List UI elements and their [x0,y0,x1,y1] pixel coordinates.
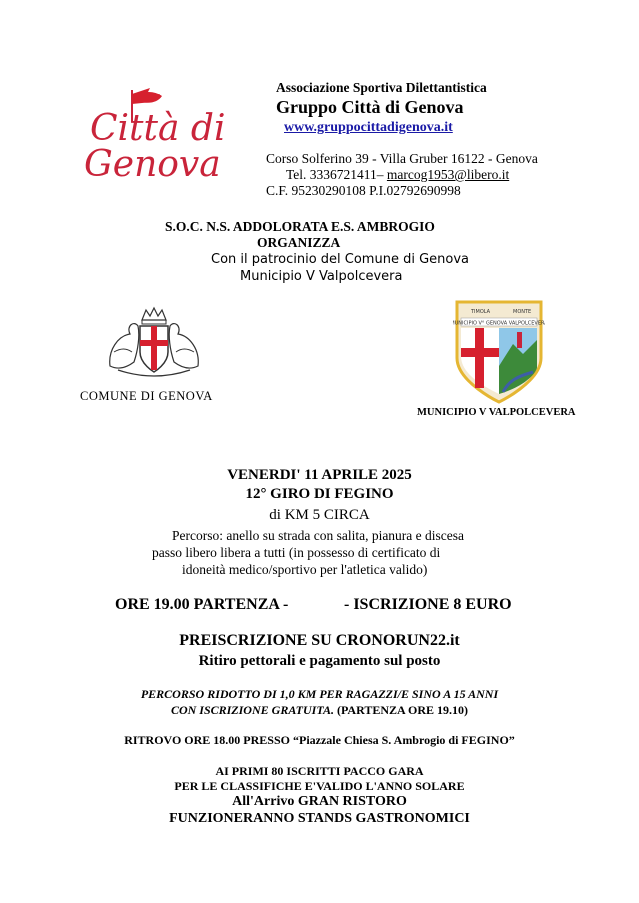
address: Corso Solferino 39 - Villa Gruber 16122 - Genova [266,151,538,166]
kids-line-1: PERCORSO RIDOTTO DI 1,0 KM PER RAGAZZI/E SINO A 15 ANNI [140,687,499,701]
municipio-shield-icon [453,296,545,406]
email-link[interactable]: marcog1953@libero.it [386,167,510,182]
comune-caption: COMUNE DI GENOVA [80,389,213,403]
start-time: ORE 19.00 PARTENZA - [115,596,289,613]
phone: Tel. 3336721411– [286,167,384,182]
kids-line-2 [0,703,639,718]
registration-fee: - ISCRIZIONE 8 EURO [344,596,512,613]
meeting-point: RITROVO ORE 18.00 PRESSO “Piazzale Chiesa S. Ambrogio di FEGINO” [124,733,515,747]
event-title: 12° GIRO DI FEGINO [245,486,394,502]
bib-pickup: Ritiro pettorali e pagamento sul posto [198,653,441,669]
genova-crest-icon [104,306,204,386]
preregistration: PREISCRIZIONE SU CRONORUN22.it [179,632,460,649]
fiscal-codes: C.F. 95230290108 P.I.02792690998 [266,183,461,198]
organizes: ORGANIZZA [257,235,341,250]
shield-banner-text: MUNICIPIO V° GENOVA VALPOLCEVERA [453,320,545,327]
patronage: Con il patrocinio del Comune di Genova [211,252,470,267]
municipio-shield [453,296,545,406]
race-pack: AI PRIMI 80 ISCRITTI PACCO GARA [215,764,424,778]
shield-text-left: TIMOLA [471,309,491,315]
kids-start: (PARTENZA ORE 19.10) [334,703,469,717]
municipio-line: Municipio V Valpolcevera [240,269,403,284]
refreshment: All'Arrivo GRAN RISTORO [232,794,407,809]
comune-crest [104,306,204,386]
route-line-1: Percorso: anello su strada con salita, pianura e discesa [172,528,465,543]
kids-free: CON ISCRIZIONE GRATUITA. [170,703,334,717]
route-line-2: passo libero libera a tutti (in possesso di certificato di [152,545,441,560]
website-link[interactable]: www.gruppocittadigenova.it [284,120,453,135]
citta-di-genova-logo [80,82,226,187]
municipio-caption: MUNICIPIO V VALPOLCEVERA [417,407,576,418]
shield-text-right: MONTE [513,309,532,315]
logo-text-line2: Genova [84,144,221,185]
contact-line [286,167,509,183]
event-distance: di KM 5 CIRCA [269,507,370,523]
association-type: Associazione Sportiva Dilettantistica [276,80,487,95]
rankings: PER LE CLASSIFICHE E'VALIDO L'ANNO SOLARE [174,779,465,793]
organizer-society: S.O.C. N.S. ADDOLORATA E.S. AMBROGIO [165,219,435,234]
route-line-3: idoneità medico/sportivo per l'atletica valido) [182,562,428,577]
food-stands: FUNZIONERANNO STANDS GASTRONOMICI [169,811,470,826]
event-date: VENERDI' 11 APRILE 2025 [227,467,412,483]
logo-text-line1: Città di [90,108,226,149]
group-name: Gruppo Città di Genova [276,97,464,117]
